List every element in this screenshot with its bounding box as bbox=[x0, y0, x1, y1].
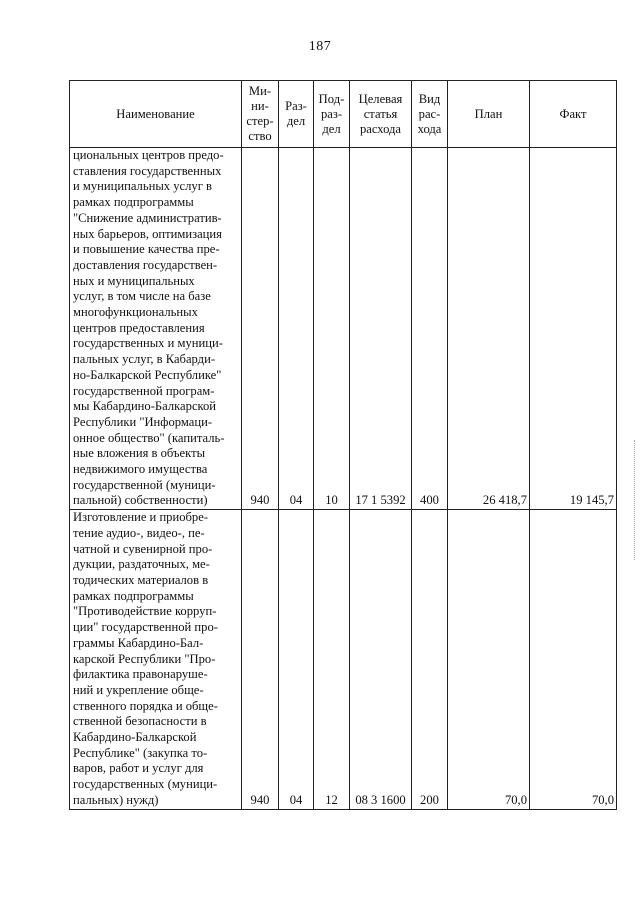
page-number: 187 bbox=[308, 39, 332, 54]
cell-line: пальной) собственности) bbox=[73, 493, 208, 508]
row-expense-type: 400 bbox=[412, 148, 448, 510]
cell-line: онное общество" (капиталь- bbox=[73, 430, 225, 445]
cell-line: ственного порядка и обще- bbox=[73, 698, 218, 713]
cell-line: рамках подпрограммы bbox=[73, 588, 194, 603]
cell-line: Под- bbox=[318, 91, 345, 106]
budget-table bbox=[69, 80, 617, 810]
row-subsection: 12 bbox=[314, 510, 350, 809]
cell-line: дел bbox=[286, 114, 306, 128]
row-subsection: 10 bbox=[314, 148, 350, 510]
row-fact: 19 145,7 bbox=[530, 148, 617, 510]
header-subsection bbox=[314, 81, 350, 148]
header-row bbox=[70, 81, 617, 148]
table-body bbox=[70, 148, 617, 810]
cell-line: "Противодействие корруп- bbox=[73, 604, 217, 619]
cell-line: рас- bbox=[418, 106, 441, 121]
cell-line: Изготовление и приобре- bbox=[73, 510, 209, 525]
cell-line: ные вложения в объекты bbox=[73, 446, 206, 461]
cell-line: услуг, в том числе на базе bbox=[73, 289, 211, 304]
cell-line: мы Кабардино-Балкарской bbox=[73, 399, 217, 414]
header-target-article bbox=[350, 81, 412, 148]
cell-line: Факт bbox=[559, 106, 587, 121]
cell-line: и муниципальных услуг в bbox=[73, 179, 212, 194]
row-section: 04 bbox=[279, 510, 314, 809]
cell-line: рамках подпрограммы bbox=[73, 195, 194, 210]
cell-line: Республики "Информаци- bbox=[73, 414, 213, 429]
cell-line: дукции, раздаточных, ме- bbox=[73, 557, 210, 572]
header-section bbox=[279, 81, 314, 148]
cell-line: раз- bbox=[320, 106, 343, 121]
cell-line: пальных услуг, в Кабарди- bbox=[73, 352, 216, 367]
table-row bbox=[70, 510, 617, 809]
cell-line: дел bbox=[322, 121, 341, 136]
cell-line: Раз- bbox=[285, 99, 307, 113]
cell-line: чатной и сувенирной про- bbox=[73, 541, 213, 556]
cell-line: доставления государствен- bbox=[73, 257, 218, 272]
cell-line: ции" государственной про- bbox=[73, 620, 218, 635]
cell-line: ство bbox=[248, 129, 272, 143]
cell-line: центров предоставления bbox=[73, 320, 205, 335]
cell-line: Ми- bbox=[248, 84, 272, 98]
cell-line: ных барьеров, оптимизация bbox=[73, 226, 222, 241]
header-fact bbox=[530, 81, 617, 148]
cell-line: ний и укрепление обще- bbox=[73, 682, 204, 697]
cell-line: тение аудио-, видео-, пе- bbox=[73, 525, 205, 540]
cell-line: государственных (муници- bbox=[73, 777, 218, 792]
cell-line: хода bbox=[417, 121, 442, 136]
cell-line: Целевая bbox=[358, 91, 403, 106]
cell-line: циональных центров предо- bbox=[73, 148, 224, 162]
header-plan bbox=[448, 81, 530, 148]
cell-line: Кабардино-Балкарской bbox=[73, 730, 197, 745]
row-target-article: 08 3 1600 bbox=[350, 510, 412, 809]
cell-line: карской Республики "Про- bbox=[73, 651, 216, 666]
cell-line: ных и муниципальных bbox=[73, 273, 195, 288]
cell-line: расхода bbox=[359, 121, 402, 136]
cell-line: многофункциональных bbox=[73, 305, 198, 320]
cell-line: ни- bbox=[251, 99, 269, 113]
header-expense-type bbox=[412, 81, 448, 148]
cell-line: пальных) нужд) bbox=[73, 792, 159, 807]
table-row bbox=[70, 148, 617, 510]
cell-line: граммы Кабардино-Бал- bbox=[73, 635, 204, 650]
cell-line: "Снижение административ- bbox=[73, 210, 222, 225]
row-expense-type: 200 bbox=[412, 510, 448, 809]
row-ministry: 940 bbox=[242, 510, 279, 809]
cell-line: недвижимого имущества bbox=[73, 462, 208, 477]
row-name bbox=[70, 510, 242, 809]
row-target-article: 17 1 5392 bbox=[350, 148, 412, 510]
table-header bbox=[70, 81, 617, 148]
row-ministry: 940 bbox=[242, 148, 279, 510]
cell-line: варов, работ и услуг для bbox=[73, 761, 204, 776]
cell-line: Вид bbox=[418, 91, 441, 106]
cell-line: ственной безопасности в bbox=[73, 714, 207, 729]
row-fact: 70,0 bbox=[530, 510, 617, 809]
cell-line: государственной (муници- bbox=[73, 477, 216, 492]
cell-line: ставления государственных bbox=[73, 163, 222, 178]
row-plan: 70,0 bbox=[448, 510, 530, 809]
cell-line: План bbox=[474, 106, 503, 121]
row-plan: 26 418,7 bbox=[448, 148, 530, 510]
row-name bbox=[70, 148, 242, 510]
cell-line: филактика правонаруше- bbox=[73, 667, 208, 682]
cell-line: государственных и муници- bbox=[73, 336, 223, 351]
cell-line: стер- bbox=[246, 114, 274, 128]
cell-line: статья bbox=[363, 106, 398, 121]
header-ministry bbox=[242, 81, 279, 148]
cell-line: государственной програм- bbox=[73, 383, 215, 398]
row-section: 04 bbox=[279, 148, 314, 510]
cell-line: но-Балкарской Республике" bbox=[73, 367, 222, 382]
cell-line: Республике" (закупка то- bbox=[73, 745, 208, 760]
cell-line: тодических материалов в bbox=[73, 572, 209, 587]
cell-line: Наименование bbox=[116, 106, 195, 121]
scan-edge-marks bbox=[634, 440, 637, 560]
header-name bbox=[70, 81, 242, 148]
cell-line: и повышение качества пре- bbox=[73, 242, 220, 257]
